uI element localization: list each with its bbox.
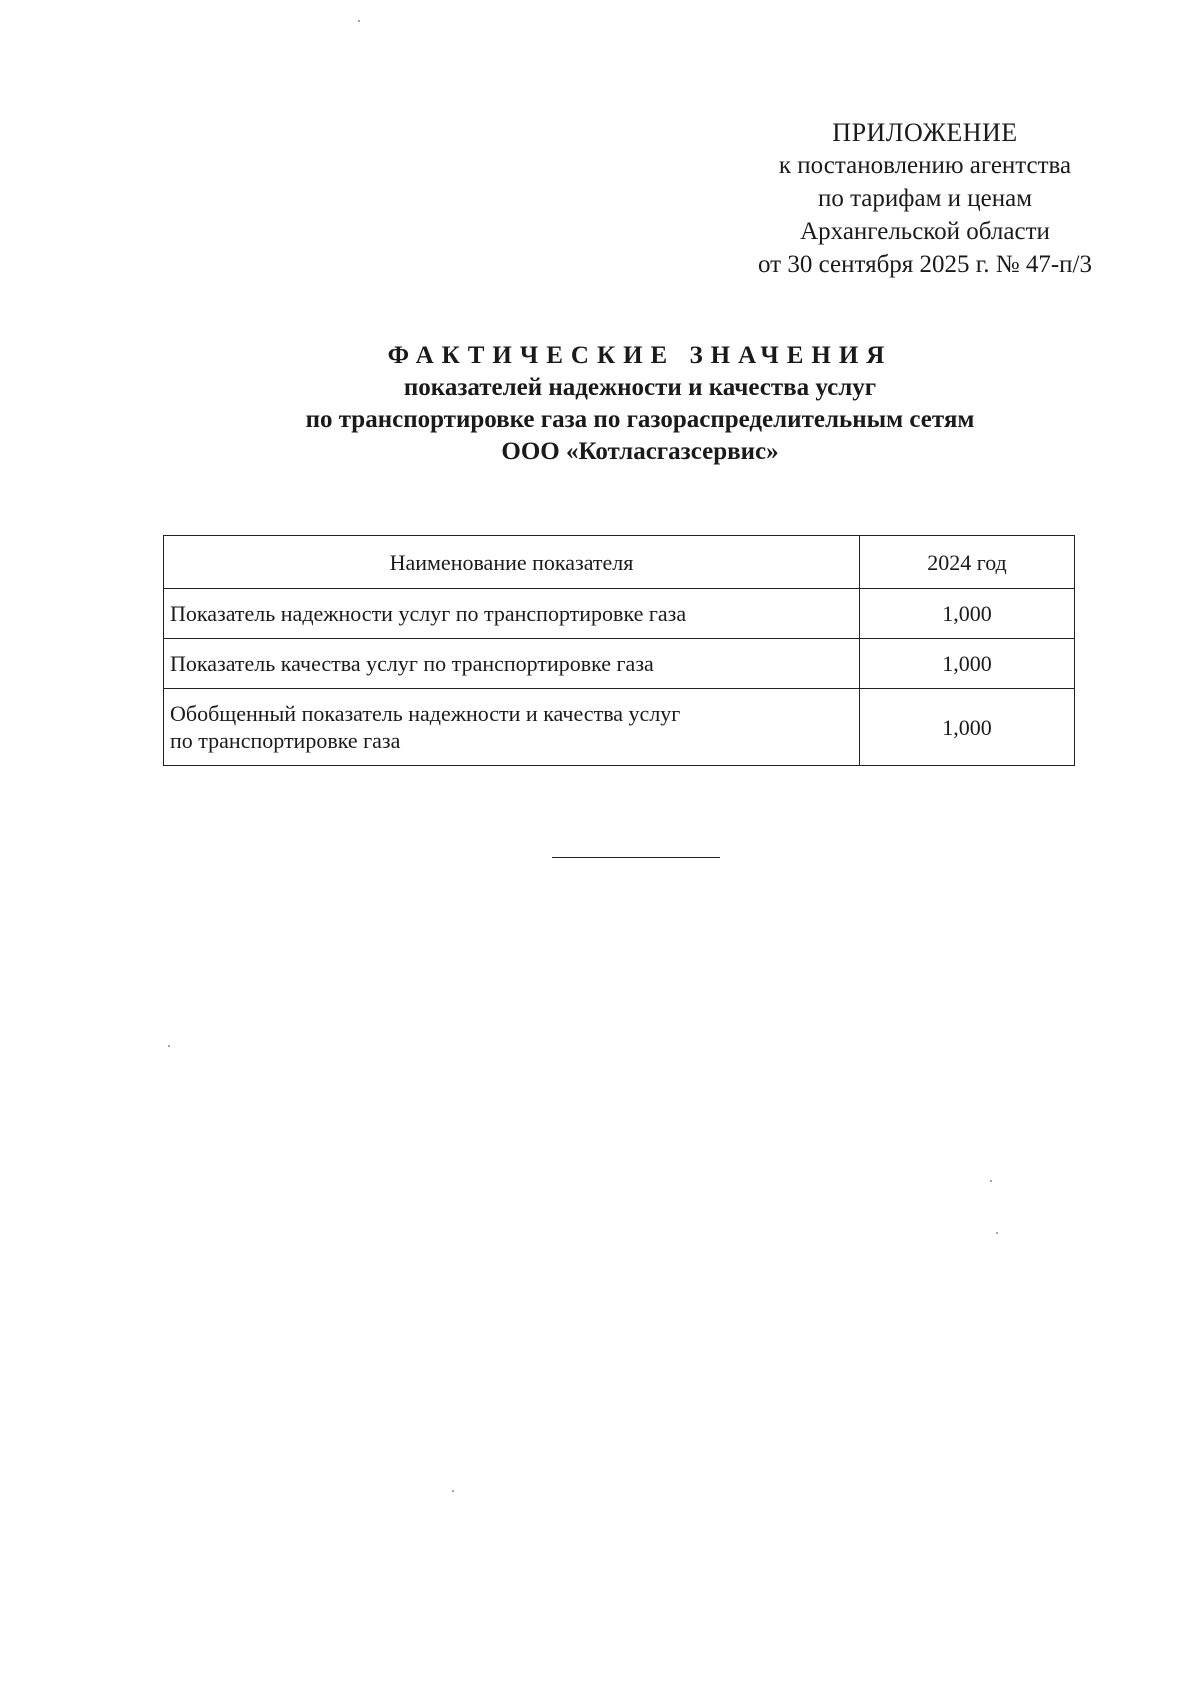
- heading-subtitle: по транспортировке газа по газораспределительным сетям: [305, 406, 975, 433]
- indicator-name: Показатель качества услуг по транспортировке газа: [164, 639, 860, 689]
- indicator-name-line: Обобщенный показатель надежности и качества услуг: [170, 701, 681, 726]
- indicators-table: [163, 535, 1075, 766]
- appendix-line: по тарифам и ценам: [817, 185, 1033, 212]
- end-of-document-rule: [552, 857, 720, 858]
- appendix-line: к постановлению агентства: [778, 152, 1072, 179]
- heading-title: ФАКТИЧЕСКИЕ ЗНАЧЕНИЯ: [387, 342, 893, 369]
- scan-speck: [452, 1490, 454, 1492]
- column-header-year: 2024 год: [860, 536, 1075, 589]
- indicator-name: Показатель надежности услуг по транспортировке газа: [164, 589, 860, 639]
- scan-speck: [168, 1045, 170, 1047]
- indicator-name-line: по транспортировке газа: [170, 728, 401, 753]
- scan-speck: [996, 1232, 998, 1234]
- document-heading: [150, 340, 1130, 468]
- table-header-row: [164, 536, 1075, 589]
- appendix-title: ПРИЛОЖЕНИЕ: [832, 118, 1018, 147]
- appendix-date-number: от 30 сентября 2025 г. № 47-п/3: [758, 251, 1092, 278]
- table-row: [164, 689, 1075, 766]
- indicator-name: [164, 689, 860, 766]
- scan-speck: [358, 20, 360, 22]
- indicator-value: 1,000: [860, 689, 1075, 766]
- indicator-value: 1,000: [860, 589, 1075, 639]
- table-row: [164, 639, 1075, 689]
- heading-subtitle: показателей надежности и качества услуг: [403, 374, 877, 401]
- indicator-value: 1,000: [860, 639, 1075, 689]
- table-row: [164, 589, 1075, 639]
- appendix-block: [690, 116, 1160, 281]
- column-header-name: Наименование показателя: [164, 536, 860, 589]
- heading-company: ООО «Котласгазсервис»: [501, 438, 779, 465]
- scan-speck: [990, 1180, 992, 1182]
- appendix-line: Архангельской области: [800, 218, 1050, 245]
